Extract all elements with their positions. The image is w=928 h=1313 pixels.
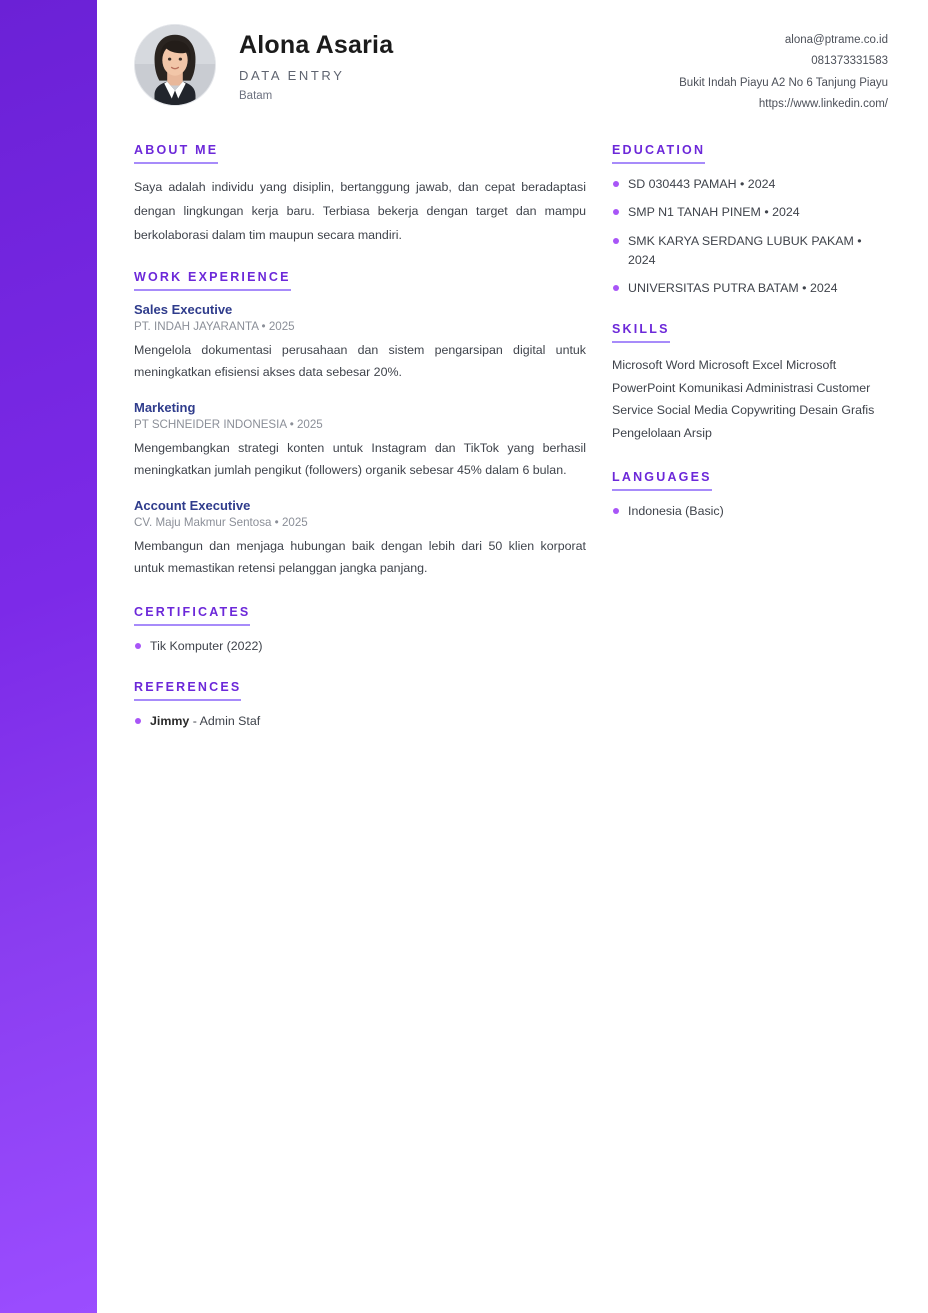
section-title-languages: LANGUAGES — [612, 470, 712, 491]
contact-email[interactable]: alona@ptrame.co.id — [784, 34, 888, 46]
work-description: Mengembangkan strategi konten untuk Instagram dan TikTok yang berhasil meningkatkan jumlah pengikut (followers) organik sebesar 45% dalam 6 bulan. — [134, 440, 586, 477]
references-list — [134, 712, 586, 731]
contact-block — [679, 24, 888, 115]
right-column — [608, 141, 888, 751]
section-title-about-me: ABOUT ME — [134, 143, 218, 164]
work-position: Sales Executive — [134, 301, 233, 317]
work-description: Membangun dan menjaga hubungan baik dengan lebih dari 50 klien korporat untuk memastikan retensi pelanggan jangka panjang. — [134, 538, 586, 576]
decorative-sidebar — [0, 0, 97, 1313]
section-references — [134, 678, 586, 731]
work-description: Mengelola dokumentasi perusahaan dan sistem pengarsipan digital untuk meningkatkan efisiensi akses data sebesar 20%. — [134, 342, 586, 379]
page-title: Alona Asaria — [239, 31, 394, 59]
list-item: SD 030443 PAMAH • 2024 — [612, 175, 888, 194]
work-company-date: PT. INDAH JAYARANTA • 2025 — [134, 319, 295, 333]
section-work-experience — [134, 268, 586, 579]
skills-text: Microsoft Word Microsoft Excel Microsoft PowerPoint Komunikasi Administrasi Customer Service Social Media Copywriting Desain Grafis Pengelolaan Arsip — [612, 358, 875, 440]
work-item — [134, 498, 586, 579]
section-title-education: EDUCATION — [612, 143, 705, 164]
resume-columns — [97, 115, 928, 751]
job-role: DATA ENTRY — [239, 67, 345, 83]
section-languages — [612, 468, 888, 521]
location: Batam — [239, 89, 273, 102]
resume-content — [97, 0, 928, 1313]
list-item: Tik Komputer (2022) — [134, 637, 586, 656]
resume-header — [97, 0, 928, 115]
reference-name: Jimmy — [150, 714, 190, 729]
list-item: SMK KARYA SERDANG LUBUK PAKAM • 2024 — [612, 232, 888, 270]
section-education — [612, 141, 888, 298]
avatar — [134, 24, 216, 106]
left-column — [134, 141, 586, 751]
contact-linkedin[interactable]: https://www.linkedin.com/ — [758, 97, 888, 110]
section-title-skills: SKILLS — [612, 322, 670, 343]
languages-list — [612, 502, 888, 521]
list-item: SMP N1 TANAH PINEM • 2024 — [612, 203, 888, 222]
reference-role: - Admin Staf — [192, 714, 261, 729]
section-about-me — [134, 141, 586, 248]
list-item — [134, 712, 586, 731]
section-title-references: REFERENCES — [134, 680, 241, 701]
contact-address: Bukit Indah Piayu A2 No 6 Tanjung Piayu — [679, 76, 888, 89]
contact-phone[interactable]: 081373331583 — [811, 55, 888, 68]
education-list — [612, 175, 888, 298]
work-position: Account Executive — [134, 497, 251, 513]
work-position: Marketing — [134, 399, 196, 415]
section-certificates — [134, 603, 586, 656]
certificates-list — [134, 637, 586, 656]
work-company-date: CV. Maju Makmur Sentosa • 2025 — [134, 515, 308, 529]
avatar-photo-icon — [135, 25, 215, 105]
section-skills — [612, 320, 888, 444]
work-company-date: PT SCHNEIDER INDONESIA • 2025 — [134, 417, 323, 431]
section-title-certificates: CERTIFICATES — [134, 605, 250, 626]
work-item — [134, 302, 586, 383]
list-item: UNIVERSITAS PUTRA BATAM • 2024 — [612, 279, 888, 298]
list-item: Indonesia (Basic) — [612, 502, 888, 521]
work-item — [134, 400, 586, 481]
name-block — [239, 24, 679, 102]
about-me-text: Saya adalah individu yang disiplin, bertanggung jawab, dan cepat beradaptasi dengan lingkungan kerja baru. Terbiasa bekerja dengan target dan mampu berkolaborasi dalam tim maupun secara mandiri. — [134, 180, 586, 243]
section-title-work-experience: WORK EXPERIENCE — [134, 270, 291, 291]
